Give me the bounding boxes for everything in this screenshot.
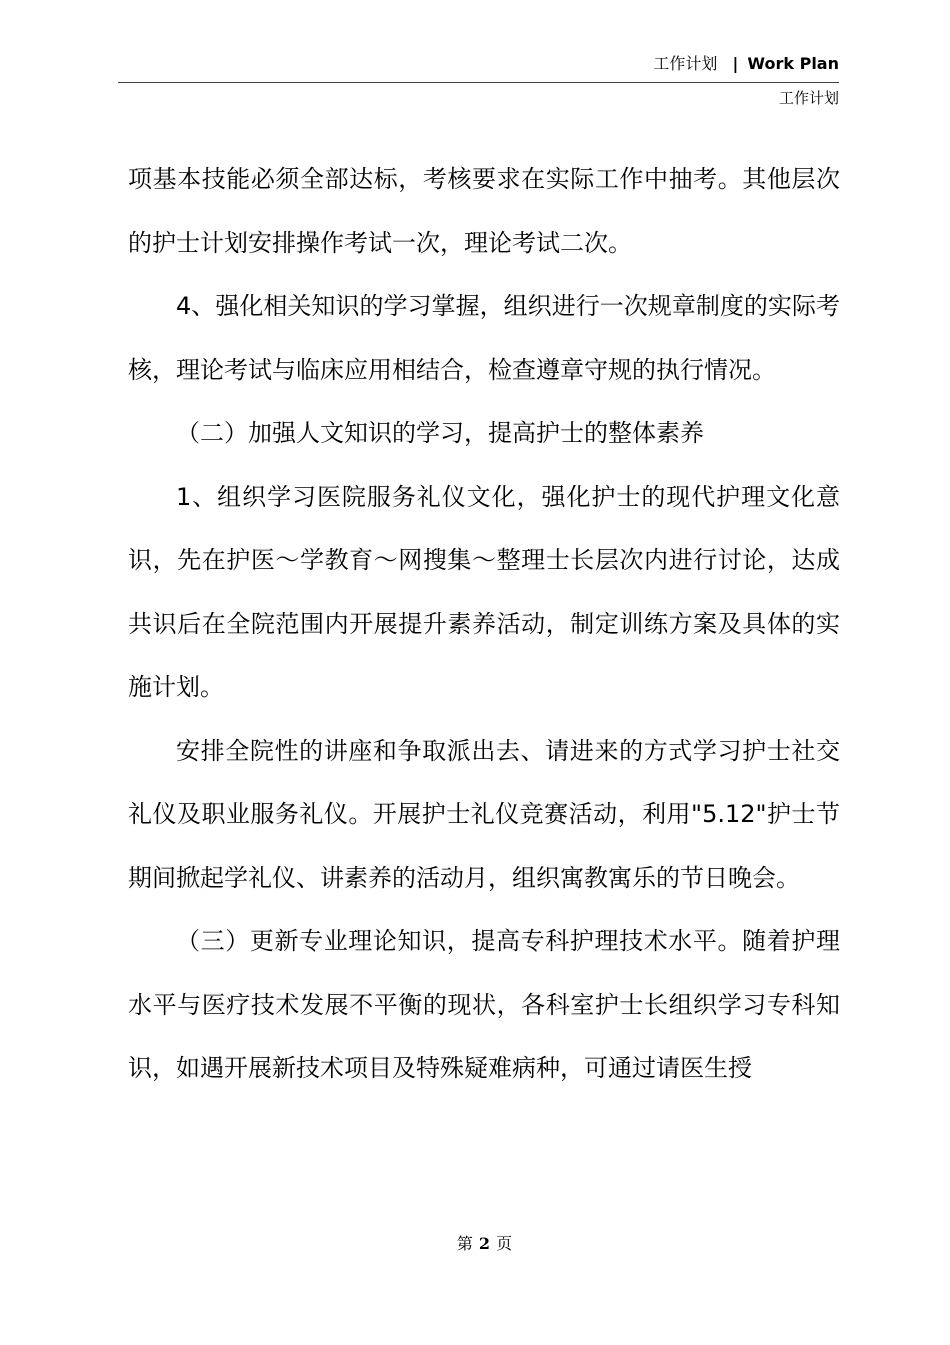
section-heading-2: （二）加强人文知识的学习，提高护士的整体素养 xyxy=(176,419,704,447)
header-title-en: Work Plan xyxy=(747,54,839,73)
document-body xyxy=(128,148,840,1101)
paragraph-continuation: 项基本技能必须全部达标，考核要求在实际工作中抽考。其他层次的护士计划安排操作考试一次，理论考试二次。 xyxy=(128,165,840,257)
header-divider xyxy=(118,82,839,83)
header-separator: | xyxy=(732,54,739,73)
page-prefix: 第 xyxy=(456,1234,473,1253)
running-header xyxy=(653,52,839,76)
page-number-value: 2 xyxy=(478,1234,491,1253)
page-number xyxy=(0,1232,950,1256)
paragraph-item-1: 1、组织学习医院服务礼仪文化，强化护士的现代护理文化意识，先在护医～学教育～网搜集～整理士长层次内进行讨论，达成共识后在全院范围内开展提升素养活动，制定训练方案及具体的实施计划。 xyxy=(128,482,840,701)
page-suffix: 页 xyxy=(496,1234,513,1253)
header-title-cn: 工作计划 xyxy=(653,54,718,73)
header-subtitle: 工作计划 xyxy=(778,89,839,107)
section-heading-3: （三）更新专业理论知识，提高专科护理技术水平。随着护理水平与医疗技术发展不平衡的现状，各科室护士长组织学习专科知识，如遇开展新技术项目及特殊疑难病种，可通过请医生授 xyxy=(128,927,840,1082)
paragraph-etiquette: 安排全院性的讲座和争取派出去、请进来的方式学习护士社交礼仪及职业服务礼仪。开展护士礼仪竞赛活动，利用"5.12"护士节期间掀起学礼仪、讲素养的活动月，组织寓教寓乐的节日晚会。 xyxy=(128,736,840,892)
paragraph-item-4: 4、强化相关知识的学习掌握，组织进行一次规章制度的实际考核，理论考试与临床应用相结合，检查遵章守规的执行情况。 xyxy=(128,292,840,384)
